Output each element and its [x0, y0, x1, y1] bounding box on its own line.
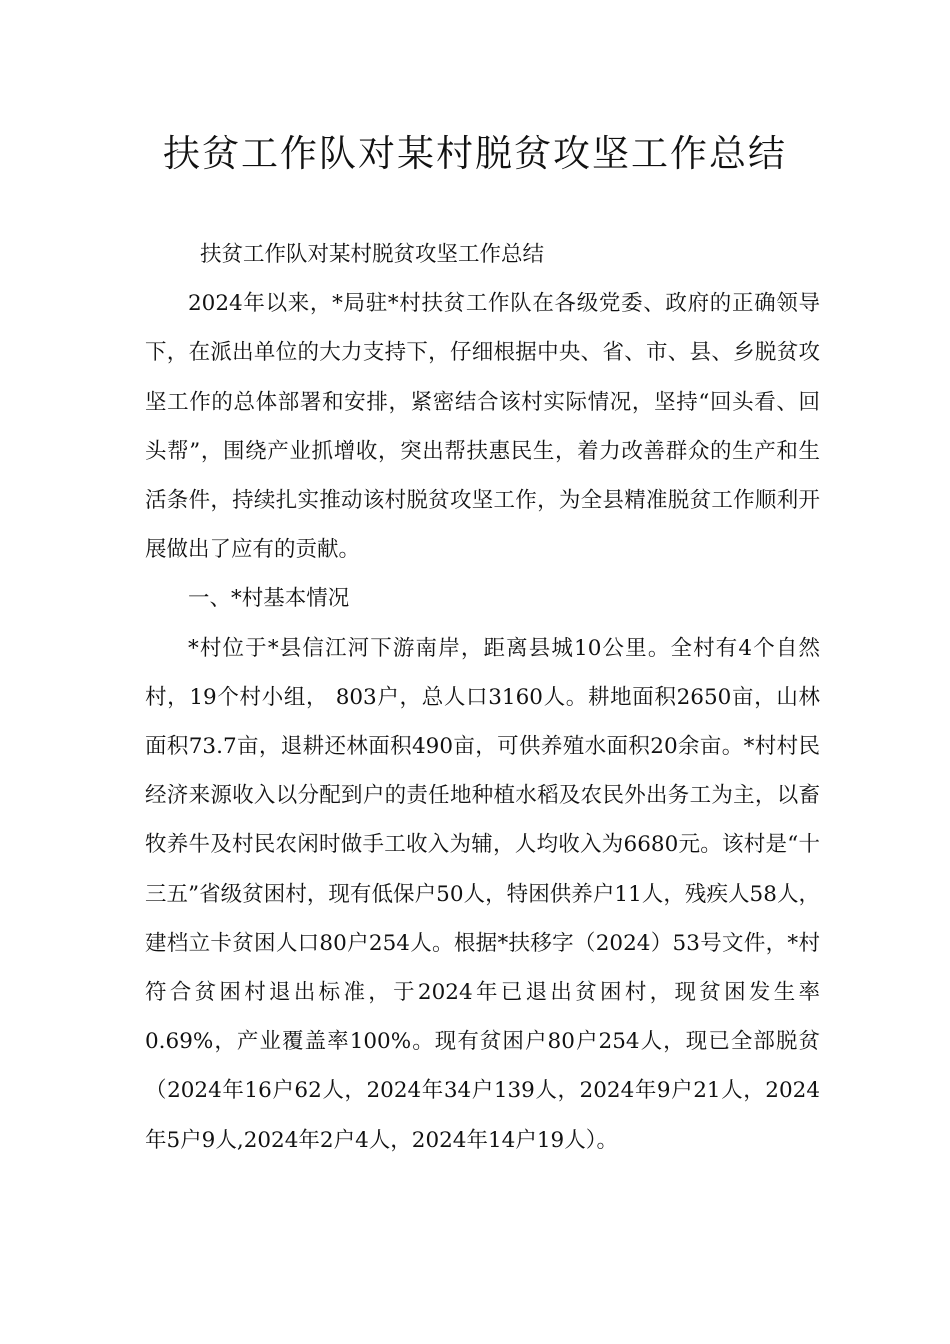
- document-body: [145, 230, 820, 1165]
- village-info-paragraph: *村位于*县信江河下游南岸，距离县城10公里。全村有4个自然村，19个村小组， 803户，总人口3160人。耕地面积2650亩，山林面积73.7亩，退耕还林面积490亩，可供养殖水面积20余亩。*村村民经济来源收入以分配到户的责任地种植水稻及农民外出务工为主，以畜牧养牛及村民农闲时做手工收入为辅，人均收入为6680元。该村是“十三五”省级贫困村，现有低保户50人，特困供养户11人，残疾人58人，建档立卡贫困人口80户254人。根据*扶移字（2024）53号文件，*村符合贫困村退出标准，于2024年已退出贫困村，现贫困发生率0.69%，产业覆盖率100%。现有贫困户80户254人，现已全部脱贫（2024年16户62人，2024年34户139人，2024年9户21人，2024年5户9人,2024年2户4人，2024年14户19人）。: [145, 635, 820, 1153]
- section-heading: 一、*村基本情况: [188, 586, 350, 612]
- intro-paragraph: 2024年以来，*局驻*村扶贫工作队在各级党委、政府的正确领导下，在派出单位的大力支持下，仔细根据中央、省、市、县、乡脱贫攻坚工作的总体部署和安排，紧密结合该村实际情况，坚持“回头看、回头帮”，围绕产业抓增收，突出帮扶惠民生，着力改善群众的生产和生活条件，持续扎实推动该村脱贫攻坚工作，为全县精准脱贫工作顺利开展做出了应有的贡献。: [145, 291, 820, 563]
- body-subtitle: 扶贫工作队对某村脱贫攻坚工作总结: [200, 242, 545, 267]
- document-title: 扶贫工作队对某村脱贫攻坚工作总结: [163, 132, 787, 175]
